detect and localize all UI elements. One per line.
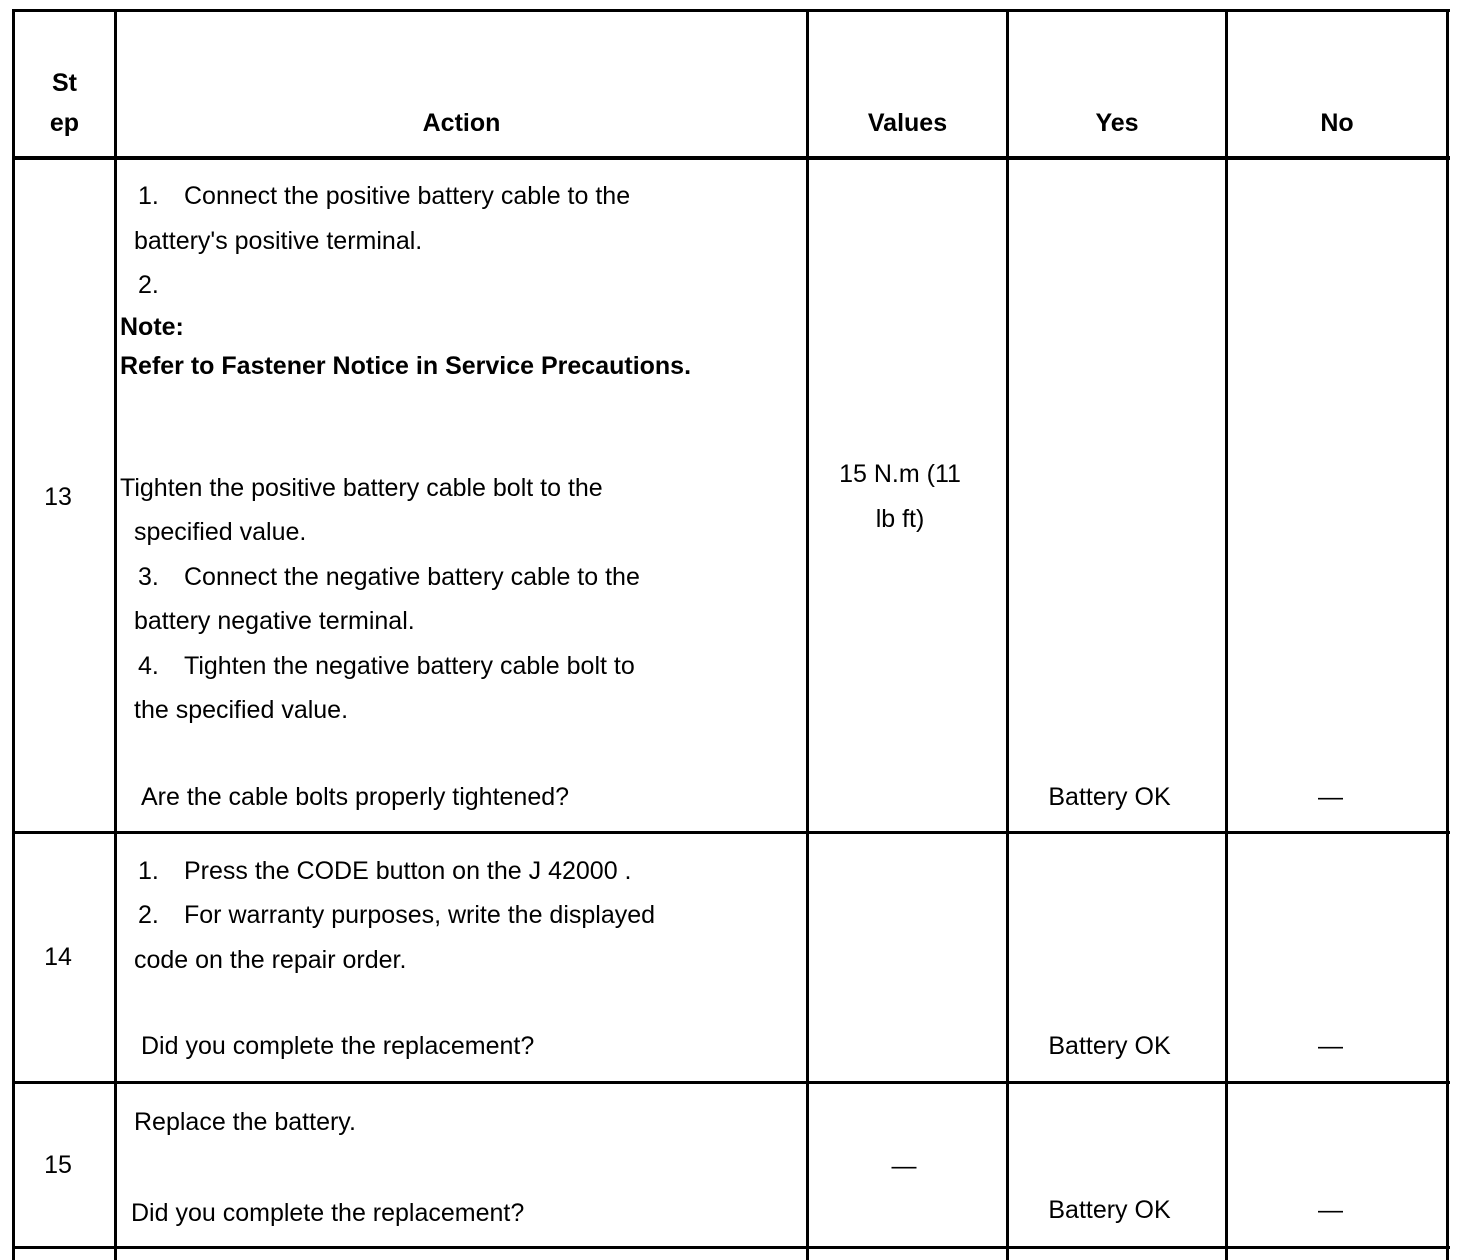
step-number: 14	[44, 943, 72, 971]
column-border	[1006, 9, 1009, 1260]
yes-result: Battery OK	[1048, 1032, 1171, 1060]
step-number: 15	[44, 1151, 72, 1179]
note-label: Note:	[120, 313, 184, 341]
question-text: Did you complete the replacement?	[131, 1199, 525, 1227]
list-item-continuation: battery negative terminal.	[134, 607, 415, 635]
step-number: 13	[44, 483, 72, 511]
note-text: Refer to Fastener Notice in Service Precautions.	[120, 352, 692, 380]
yes-result: Battery OK	[1048, 783, 1171, 811]
column-border	[114, 9, 117, 1260]
list-item-number: 2.	[138, 271, 159, 299]
column-border	[806, 9, 809, 1260]
list-item: 3. Connect the negative battery cable to the	[138, 563, 640, 591]
value-line1: 15 N.m (11	[839, 460, 961, 488]
list-item: 1. Connect the positive battery cable to the	[138, 182, 631, 210]
value-text: —	[891, 1152, 917, 1180]
header-values: Values	[867, 109, 948, 137]
table-bottom-border	[12, 1246, 1450, 1249]
header-step-line2: ep	[49, 109, 80, 137]
yes-result: Battery OK	[1048, 1196, 1171, 1224]
instruction-text: Replace the battery.	[134, 1108, 356, 1136]
no-result: —	[1318, 783, 1343, 811]
list-item-continuation: the specified value.	[134, 696, 349, 724]
table-top-border	[12, 9, 1450, 12]
question-text: Are the cable bolts properly tightened?	[141, 783, 570, 811]
no-result: —	[1318, 1032, 1343, 1060]
value-text	[809, 459, 991, 534]
list-item-continuation: code on the repair order.	[134, 946, 407, 974]
header-no: No	[1320, 109, 1354, 137]
question-text: Did you complete the replacement?	[141, 1032, 535, 1060]
list-item: 4. Tighten the negative battery cable bolt to	[138, 652, 635, 680]
header-action: Action	[422, 109, 501, 137]
header-step-line1: St	[52, 69, 77, 97]
no-result: —	[1318, 1196, 1343, 1224]
header-yes: Yes	[1095, 109, 1139, 137]
column-border	[12, 9, 15, 1260]
list-item: 1. Press the CODE button on the J 42000 .	[138, 857, 632, 885]
column-border	[1225, 9, 1228, 1260]
column-border	[1446, 9, 1449, 1260]
list-item-continuation: battery's positive terminal.	[134, 227, 423, 255]
value-line2: lb ft)	[875, 505, 925, 533]
header-bottom-border	[12, 156, 1450, 160]
instruction-text-continuation: specified value.	[134, 518, 307, 546]
instruction-text: Tighten the positive battery cable bolt to the	[120, 474, 603, 502]
list-item: 2. For warranty purposes, write the displayed	[138, 901, 656, 929]
row-divider	[12, 1081, 1450, 1084]
row-divider	[12, 831, 1450, 834]
header-step	[15, 68, 114, 138]
